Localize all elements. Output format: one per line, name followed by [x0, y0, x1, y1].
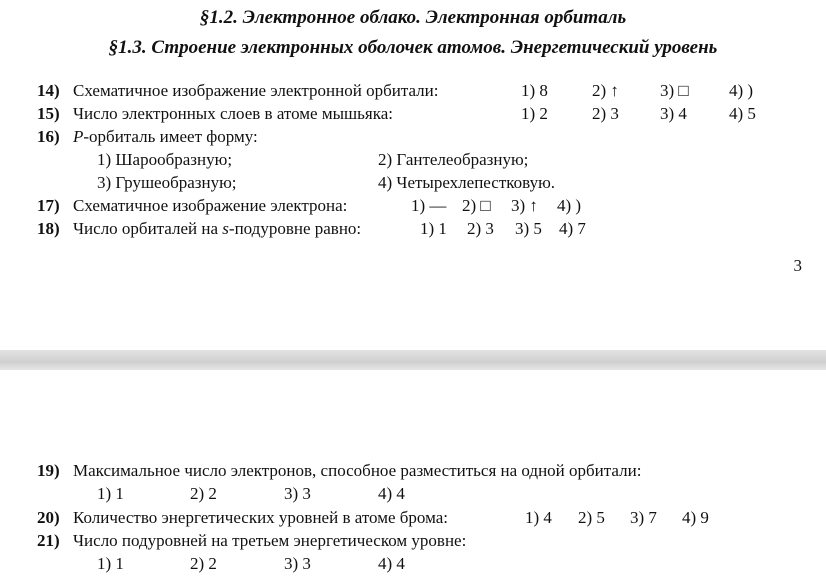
question-20-text: Количество энергетических уровней в атоме брома: [73, 508, 449, 527]
question-21-option-3: 3) 3 [284, 554, 311, 573]
question-14-option-4: 4) ) [729, 81, 754, 100]
question-15-option-2: 2) 3 [592, 104, 619, 123]
question-18-option-4: 4) 7 [559, 219, 586, 238]
question-16-letter: Р [73, 127, 84, 146]
question-19-option-4: 4) 4 [378, 484, 405, 503]
question-18-text-a: Число орбиталей на [73, 219, 223, 238]
question-21-option-4: 4) 4 [378, 554, 405, 573]
question-16-text [73, 126, 258, 148]
question-18-option-3: 3) 5 [515, 219, 542, 238]
question-14-option-2: 2) ↑ [592, 81, 619, 100]
question-21-option-2: 2) 2 [190, 554, 217, 573]
question-14-number: 14) [37, 81, 60, 100]
question-21-option-1: 1) 1 [97, 554, 124, 573]
question-16-number: 16) [37, 127, 60, 146]
question-19-text: Максимальное число электронов, способное разместиться на одной орбитали: [73, 461, 642, 480]
question-16-option-4: 4) Четырехлепестковую. [378, 173, 556, 192]
question-17-option-1: 1) — [411, 196, 447, 215]
question-18-text [73, 218, 361, 240]
question-18-option-2: 2) 3 [467, 219, 494, 238]
question-14-text: Схематичное изображение электронной орбитали: [73, 81, 439, 100]
page-number: 3 [793, 256, 802, 275]
question-17-option-2: 2) □ [462, 196, 491, 215]
question-16-option-3: 3) Грушеобразную; [97, 173, 237, 192]
question-19-option-1: 1) 1 [97, 484, 124, 503]
section-heading-1-2: §1.2. Электронное облако. Электронная орбиталь [199, 7, 627, 28]
question-16-option-2: 2) Гантелеобразную; [378, 150, 529, 169]
question-15-text: Число электронных слоев в атоме мышьяка: [73, 104, 393, 123]
question-19-option-3: 3) 3 [284, 484, 311, 503]
question-14-option-3: 3) □ [660, 81, 689, 100]
question-15-option-4: 4) 5 [729, 104, 756, 123]
question-21-number: 21) [37, 531, 60, 550]
question-18-letter: s [222, 219, 229, 238]
question-17-option-4: 4) ) [557, 196, 582, 215]
question-14-option-1: 1) 8 [521, 81, 548, 100]
question-20-option-2: 2) 5 [578, 508, 605, 527]
section-heading-1-3: §1.3. Строение электронных оболочек атомов. Энергетический уровень [108, 37, 718, 58]
question-17-option-3: 3) ↑ [511, 196, 538, 215]
question-19-option-2: 2) 2 [190, 484, 217, 503]
question-18-number: 18) [37, 219, 60, 238]
question-20-option-1: 1) 4 [525, 508, 552, 527]
question-19-number: 19) [37, 461, 60, 480]
question-17-number: 17) [37, 196, 60, 215]
page-separator [0, 350, 826, 370]
question-15-option-3: 3) 4 [660, 104, 687, 123]
question-20-option-4: 4) 9 [682, 508, 709, 527]
question-16-option-1: 1) Шарообразную; [97, 150, 233, 169]
question-17-text: Схематичное изображение электрона: [73, 196, 348, 215]
question-16-text-rest: -орбиталь имеет форму: [83, 127, 258, 146]
page-lower [0, 370, 826, 578]
question-21-text: Число подуровней на третьем энергетическом уровне: [73, 531, 467, 550]
question-18-text-b: -подуровне равно: [228, 219, 362, 238]
question-18-option-1: 1) 1 [420, 219, 447, 238]
question-15-option-1: 1) 2 [521, 104, 548, 123]
question-20-option-3: 3) 7 [630, 508, 657, 527]
question-20-number: 20) [37, 508, 60, 527]
question-15-number: 15) [37, 104, 60, 123]
